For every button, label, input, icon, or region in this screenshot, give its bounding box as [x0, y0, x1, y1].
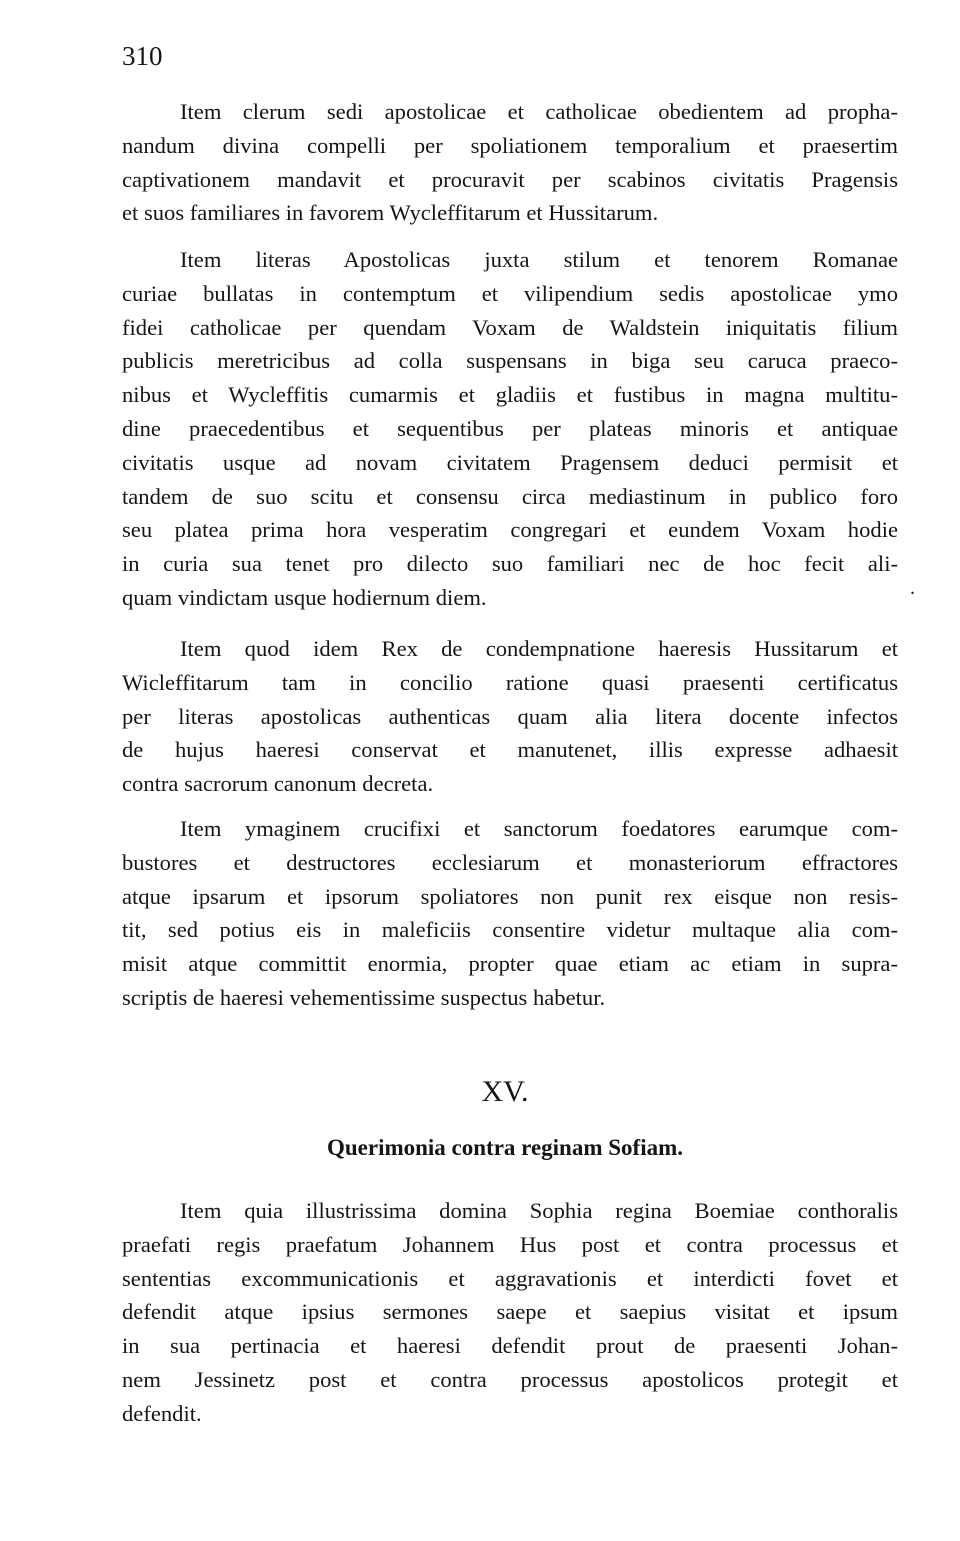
- stray-margin-mark: .: [910, 577, 915, 599]
- text-line: scriptis de haeresi vehementissime suspectus habetur.: [122, 984, 606, 1010]
- text-line: Item ymaginem crucifixi et sanctorum foedatores earumque com-: [180, 816, 898, 841]
- text-line: bustores et destructores ecclesiarum et monasteriorum effractores: [122, 849, 898, 875]
- section-numeral: XV.: [481, 1075, 529, 1108]
- text-line: captivationem mandavit et procuravit per scabinos civitatis Pragensis: [122, 166, 898, 192]
- text-line: civitatis usque ad novam civitatem Pragensem deduci permisit et: [122, 449, 898, 475]
- text-line: de hujus haeresi conservat et manutenet, illis expresse adhaesit: [122, 737, 898, 763]
- text-line: tit, sed potius eis in maleficiis consentire videtur multaque alia com-: [122, 917, 898, 943]
- text-line: praefati regis praefatum Johannem Hus post et contra processus et: [122, 1231, 898, 1257]
- text-line: atque ipsarum et ipsorum spoliatores non punit rex eisque non resis-: [122, 883, 898, 909]
- text-line: Item quod idem Rex de condempnatione haeresis Hussitarum et: [180, 636, 898, 661]
- paragraph-apostolic-letters: [122, 243, 898, 615]
- text-line: nandum divina compelli per spoliationem temporalium et praesertim: [122, 132, 898, 158]
- text-line: in sua pertinacia et haeresi defendit prout de praesenti Johan-: [122, 1333, 898, 1359]
- text-line: Item literas Apostolicas juxta stilum et tenorem Romanae: [180, 247, 898, 272]
- text-line: Item clerum sedi apostolicae et catholicae obedientem ad propha-: [180, 99, 898, 124]
- text-line: Wicleffitarum tam in concilio ratione quasi praesenti certificatus: [122, 669, 898, 695]
- paragraph-crucifix: [122, 812, 898, 1015]
- text-line: Item quia illustrissima domina Sophia regina Boemiae conthoralis: [180, 1198, 898, 1223]
- text-line: et suos familiares in favorem Wycleffitarum et Hussitarum.: [122, 200, 659, 226]
- text-line: curiae bullatas in contemptum et vilipendium sedis apostolicae ymo: [122, 280, 898, 306]
- text-line: seu platea prima hora vesperatim congregari et eundem Voxam hodie: [122, 517, 898, 543]
- text-line: publicis meretricibus ad colla suspensans in biga seu caruca praeco-: [122, 348, 898, 374]
- text-line: tandem de suo scitu et consensu circa mediastinum in publico foro: [122, 483, 898, 509]
- text-line: sententias excommunicationis et aggravationis et interdicti fovet et: [122, 1265, 898, 1291]
- text-line: defendit atque ipsius sermones saepe et saepius visitat et ipsum: [122, 1299, 898, 1325]
- text-line: contra sacrorum canonum decreta.: [122, 771, 434, 797]
- text-line: nibus et Wycleffitis cumarmis et gladiis et fustibus in magna multitu-: [122, 382, 898, 408]
- text-line: dine praecedentibus et sequentibus per plateas minoris et antiquae: [122, 415, 898, 441]
- paragraph-condemnation: [122, 632, 898, 801]
- page-number: 310: [122, 41, 163, 71]
- paragraph-clergy: [122, 95, 898, 230]
- text-line: fidei catholicae per quendam Voxam de Waldstein iniquitatis filium: [122, 314, 898, 340]
- section-title: Querimonia contra reginam Sofiam.: [326, 1135, 684, 1160]
- text-line: nem Jessinetz post et contra processus apostolicos protegit et: [122, 1366, 898, 1392]
- text-line: misit atque committit enormia, propter quae etiam ac etiam in supra-: [122, 951, 898, 977]
- text-line: defendit.: [122, 1400, 202, 1426]
- text-line: quam vindictam usque hodiernum diem.: [122, 584, 487, 610]
- paragraph-queen-sophia: [122, 1194, 898, 1431]
- text-line: per literas apostolicas authenticas quam alia litera docente infectos: [122, 703, 898, 729]
- text-line: in curia sua tenet pro dilecto suo familiari nec de hoc fecit ali-: [122, 551, 898, 577]
